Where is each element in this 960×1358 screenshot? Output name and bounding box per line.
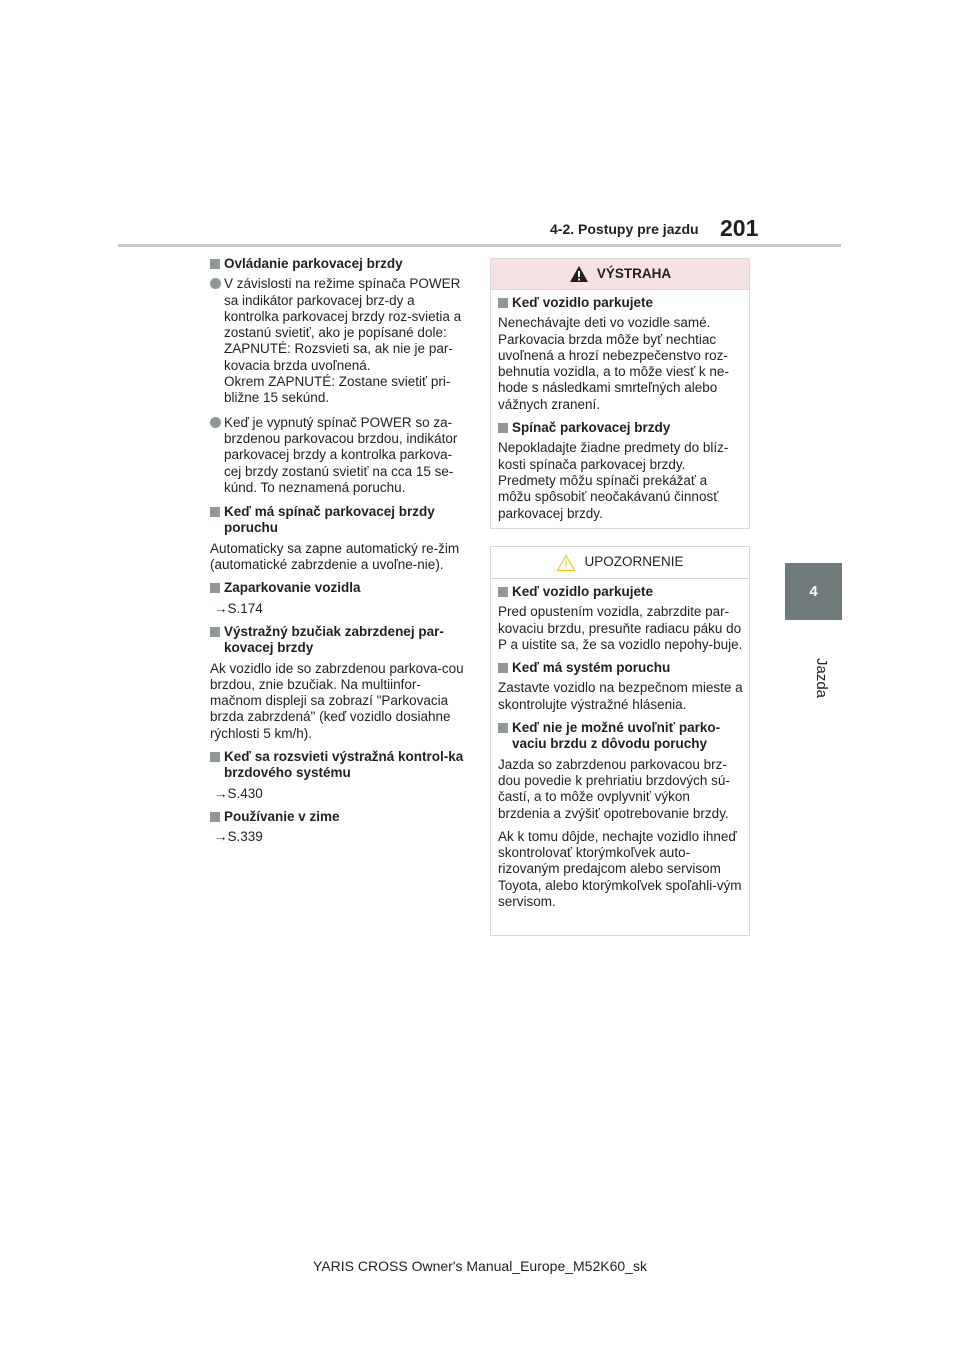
warning-box — [490, 258, 750, 529]
warning.items-text: Keď vozidlo parkujete — [512, 295, 653, 310]
left_items-page-reference — [210, 601, 465, 617]
left_items-heading — [210, 749, 465, 782]
left_items-text: Keď má spínač parkovacej brzdy poruchu — [224, 504, 435, 536]
left_items-text: →S.430 — [214, 785, 263, 801]
left_items-heading — [210, 580, 465, 596]
square-bullet-icon — [210, 507, 220, 517]
left_items-text: Ak vozidlo ide so zabrzdenou parkova-cou brzdou, znie bzučiak. Na multiinfor-mačnom displeji sa zobrazí "Parkovacia brzda zabrzdená" (keď vozidlo dosiahne rýchlosti 5 km/h). — [210, 660, 464, 741]
left_items-text: Výstražný bzučiak zabrzdenej par-kovacej brzdy — [224, 623, 444, 656]
caution.items-heading — [498, 660, 743, 676]
square-bullet-icon — [498, 423, 508, 433]
left_items-page-reference — [210, 786, 465, 802]
caution.items-heading — [498, 720, 743, 753]
caution.items-text: Ak k tomu dôjde, nechajte vozidlo ihneď skontrolovať ktorýmkoľvek auto-rizovaným predajcom alebo servisom Toyota, alebo ktorýmkoľvek spoľahli-vým servisom. — [498, 828, 742, 910]
caution-title: UPOZORNENIE — [584, 554, 684, 570]
square-bullet-icon — [210, 812, 220, 822]
square-bullet-icon — [210, 627, 220, 637]
chapter-tab — [785, 563, 842, 620]
caution.items-paragraph — [498, 680, 743, 713]
caution.items-text: Jazda so zabrzdenou parkovacou brz-dou povedie k prehriatiu brzdových sú-častí, a to môže ovplyvniť výkon brzdenia a zvýšiť opotrebovanie brzdy. — [498, 756, 730, 821]
square-bullet-icon — [210, 752, 220, 762]
section-title: 4-2. Postupy pre jazdu — [550, 221, 699, 237]
caution-header — [491, 547, 749, 579]
left_items-heading — [210, 809, 465, 825]
caution-triangle-icon — [556, 554, 576, 572]
header-divider — [118, 244, 841, 247]
square-bullet-icon — [498, 587, 508, 597]
left_items-page-reference — [210, 829, 465, 845]
warning.items-heading — [498, 295, 743, 311]
warning-triangle-icon — [569, 265, 589, 283]
left_items-heading — [210, 624, 465, 657]
left_items-heading — [210, 256, 465, 272]
left_items-text: Keď je vypnutý spínač POWER so za-brzdenou parkovacou brzdou, indikátor parkovacej brzdy a kontrolka parkova-cej brzdy zostanú svietiť na cca 15 se-kúnd. To neznamená poruchu. — [224, 414, 458, 495]
square-bullet-icon — [210, 583, 220, 593]
caution-body — [491, 579, 749, 910]
left_items-text: →S.339 — [214, 829, 263, 845]
left_items-text: →S.174 — [214, 600, 263, 616]
warning-body — [491, 290, 749, 522]
left_items-text: Automaticky sa zapne automatický re-žim (automatické zabrzdenie a uvoľne-nie). — [210, 540, 460, 573]
left_items-text: Zaparkovanie vozidla — [224, 580, 361, 596]
left_items-paragraph — [210, 661, 465, 742]
warning-header — [491, 259, 749, 290]
warning.items-text: Spínač parkovacej brzdy — [512, 420, 671, 436]
chapter-number: 4 — [809, 583, 818, 600]
page-number: 201 — [720, 215, 759, 241]
left_items-paragraph — [210, 541, 465, 574]
left_items-heading — [210, 504, 465, 537]
warning.items-text: Nenechávajte deti vo vozidle samé. Parkovacia brzda môže byť nechtiac uvoľnená a hrozí nebezpečenstvo roz-behnutia vozidla, a to môže viesť k ne-hode s následkami smrteľných alebo vážnych zranení. — [498, 315, 729, 412]
circle-bullet-icon — [210, 278, 221, 289]
footer: YARIS CROSS Owner's Manual_Europe_M52K60_sk — [313, 1258, 647, 1274]
caution.items-paragraph — [498, 604, 743, 653]
circle-bullet-icon — [210, 417, 221, 428]
caution.items-heading — [498, 584, 743, 600]
square-bullet-icon — [498, 298, 508, 308]
left_items-text: Ovládanie parkovacej brzdy — [224, 256, 403, 271]
caution.items-text: Keď má systém poruchu — [512, 660, 671, 676]
caution.items-text: Zastavte vozidlo na bezpečnom mieste a skontrolujte výstražné hlásenia. — [498, 680, 743, 712]
square-bullet-icon — [210, 259, 220, 269]
left_items-text: Keď sa rozsvieti výstražná kontrol-ka brzdového systému — [224, 749, 464, 781]
warning.items-heading — [498, 420, 743, 436]
warning.items-text: Nepokladajte žiadne predmety do blíz-kosti spínača parkovacej brzdy. Predmety môžu spínači prekážať a môžu spôsobiť neočakávanú činnosť parkovacej brzdy. — [498, 440, 729, 521]
caution.items-text: Keď nie je možné uvoľniť parko-vaciu brzdu z dôvodu poruchy — [512, 720, 721, 752]
left_items-bullet-item — [210, 276, 465, 406]
caution.items-text: Pred opustením vozidla, zabrzdite par-kovaciu brzdu, presuňte radiacu páku do P a uistite sa, že sa vozidlo nepohy-buje. — [498, 604, 743, 652]
warning.items-paragraph — [498, 440, 743, 521]
caution.items-paragraph — [498, 757, 743, 822]
left_items-bullet-item — [210, 415, 465, 496]
caution.items-paragraph — [498, 829, 743, 910]
left-column — [210, 256, 465, 853]
left_items-text: V závislosti na režime spínača POWER sa indikátor parkovacej brz-dy a kontrolka parkovacej brzdy roz-svietia a zostanú svietiť, ako je popísané dole: ZAPNUTÉ: Rozsvieti sa, ak nie je par-kovacia brzda uvoľnená. Okrem ZAPNUTÉ: Zostane svietiť pri-bližne 15 sekúnd. — [224, 276, 462, 406]
warning-title: VÝSTRAHA — [596, 265, 672, 281]
caution.items-text: Keď vozidlo parkujete — [512, 584, 653, 599]
warning.items-paragraph — [498, 315, 743, 413]
chapter-label: Jazda — [813, 658, 830, 699]
square-bullet-icon — [498, 663, 508, 673]
square-bullet-icon — [498, 723, 508, 733]
left_items-text: Používanie v zime — [224, 808, 340, 824]
caution-box — [490, 546, 750, 936]
